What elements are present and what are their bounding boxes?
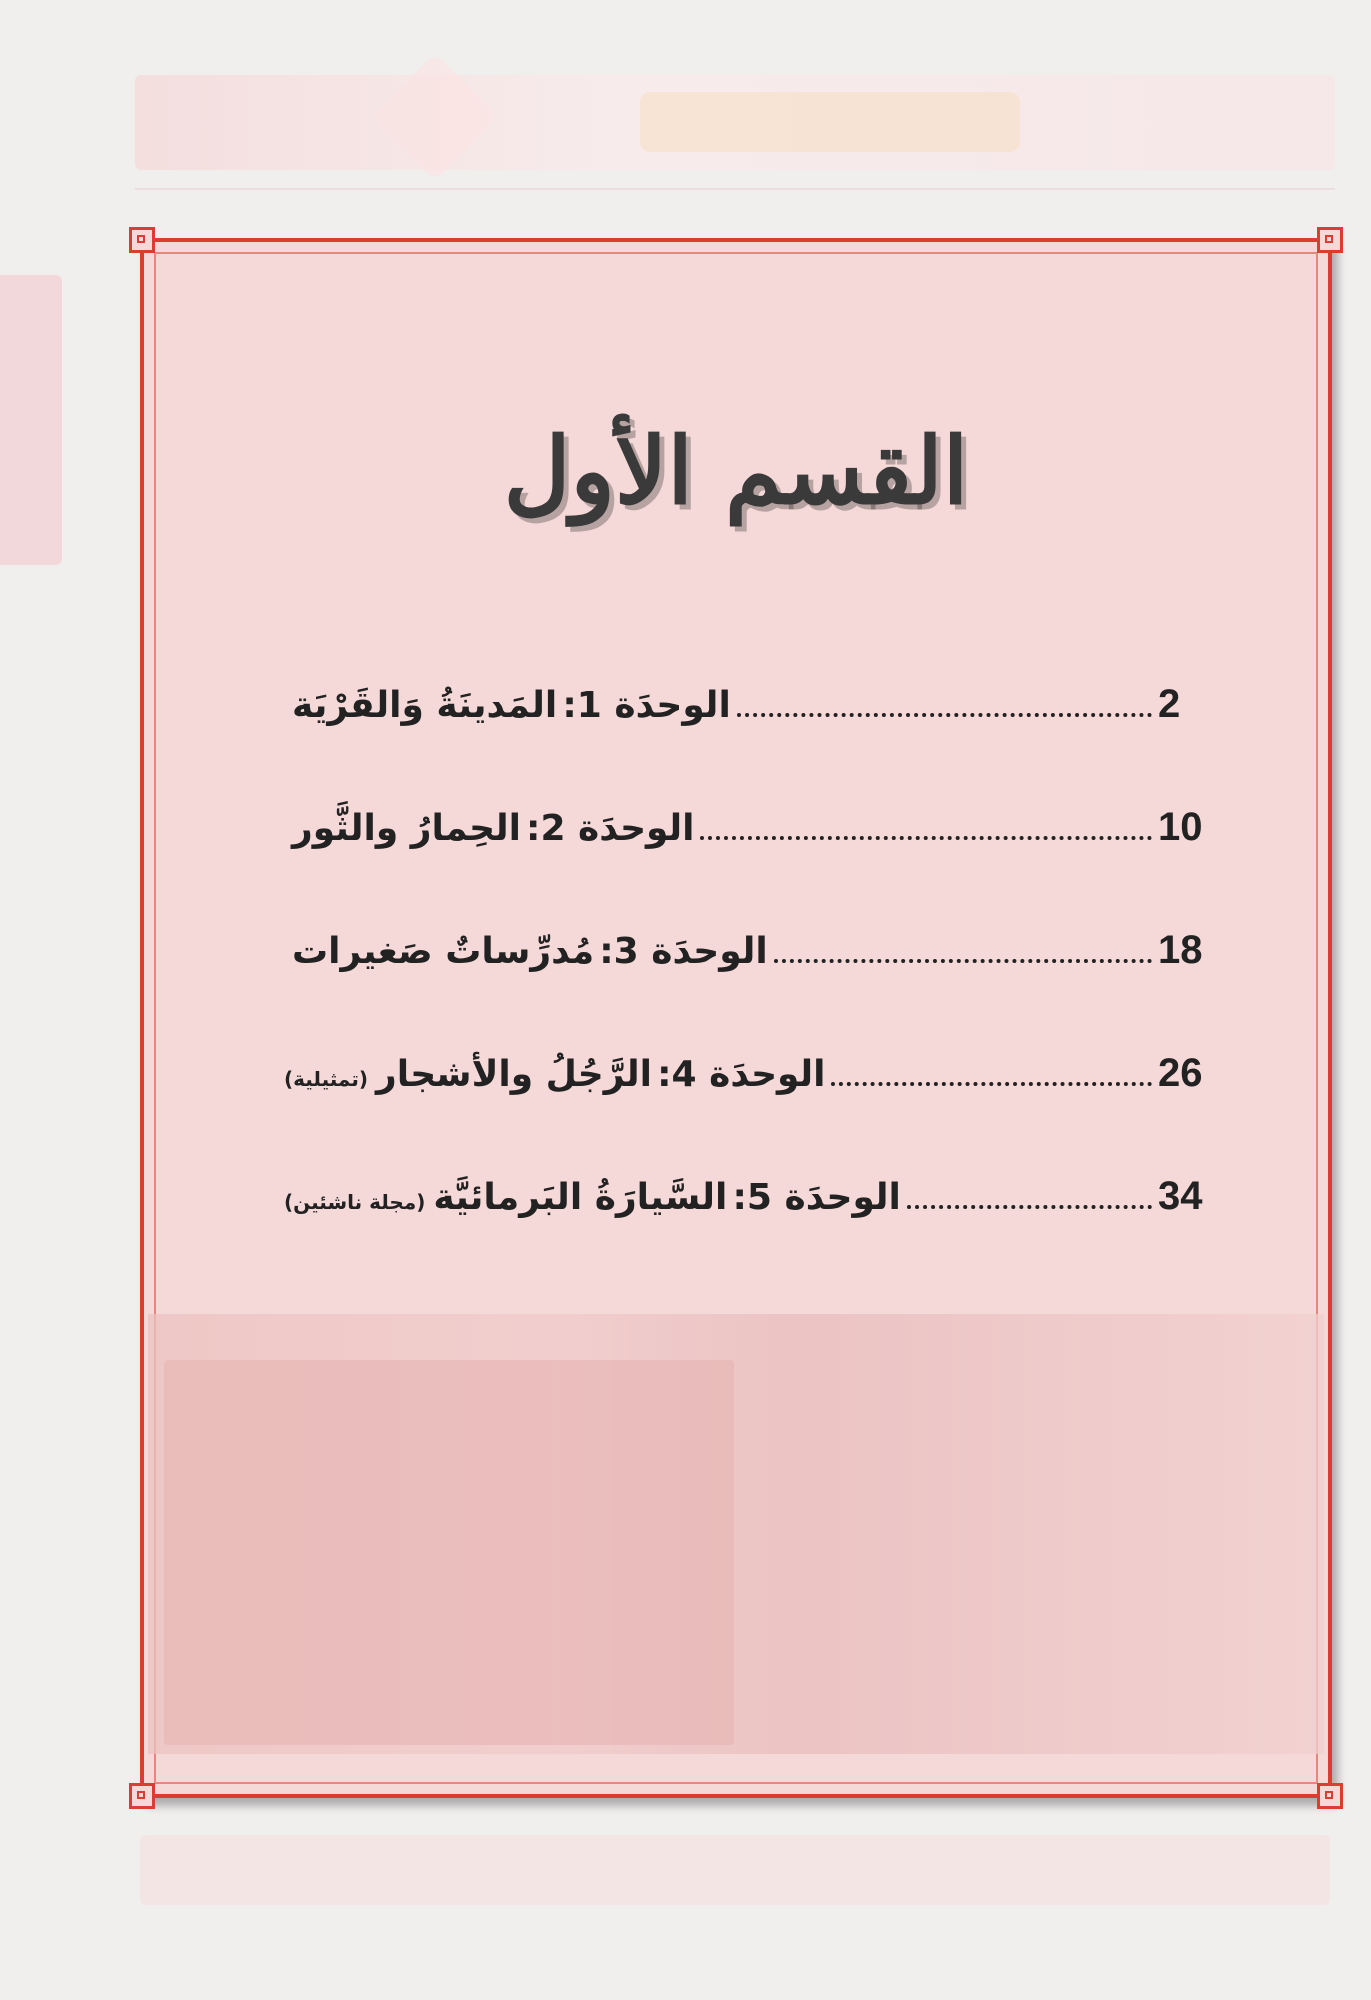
table-of-contents — [284, 682, 1204, 1297]
background-divider — [135, 188, 1335, 190]
toc-leader-dots — [831, 1082, 1152, 1086]
toc-item[interactable] — [284, 928, 1204, 988]
frame-corner-ornament — [1317, 1783, 1343, 1809]
toc-unit-title: المَدينَةُ وَالقَرْيَة — [292, 685, 558, 726]
toc-unit-note: (مجلة ناشئين) — [284, 1190, 426, 1214]
background-side-tab — [0, 275, 62, 565]
frame-corner-ornament — [129, 1783, 155, 1809]
toc-unit-note: (تمثيلية) — [284, 1067, 368, 1091]
toc-item[interactable] — [284, 682, 1204, 742]
background-footer-strip — [140, 1835, 1330, 1905]
contents-frame — [140, 238, 1332, 1798]
toc-unit-label: الوحدَة 4: — [657, 1054, 826, 1095]
toc-unit-label: الوحدَة 2: — [526, 808, 695, 849]
toc-unit-title: مُدرِّساتٌ صَغيرات — [292, 931, 595, 972]
toc-leader-dots — [700, 836, 1152, 840]
toc-unit-title: الرَّجُلُ والأشجار — [375, 1054, 652, 1095]
toc-leader-dots — [907, 1205, 1152, 1209]
toc-leader-dots — [737, 713, 1152, 717]
toc-item-heading — [284, 1177, 901, 1218]
background-header-title-shape — [640, 92, 1020, 152]
toc-page-number: 18 — [1158, 928, 1203, 972]
toc-item-heading — [284, 808, 694, 849]
toc-item[interactable] — [284, 1051, 1204, 1111]
background-photo — [164, 1360, 734, 1745]
toc-unit-label: الوحدَة 5: — [732, 1177, 901, 1218]
toc-item[interactable] — [284, 805, 1204, 865]
toc-page-number: 34 — [1158, 1174, 1203, 1218]
toc-leader-dots — [774, 959, 1152, 963]
section-title: القسم الأول — [503, 417, 969, 525]
toc-page-number: 2 — [1158, 682, 1181, 726]
frame-corner-ornament — [129, 227, 155, 253]
toc-item-heading — [284, 1054, 825, 1095]
toc-page-number: 10 — [1158, 805, 1203, 849]
toc-unit-title: الحِمارُ والثَّور — [292, 808, 521, 849]
toc-item-heading — [284, 931, 768, 972]
toc-page-number: 26 — [1158, 1051, 1203, 1095]
toc-item[interactable] — [284, 1174, 1204, 1234]
frame-corner-ornament — [1317, 227, 1343, 253]
toc-unit-title: السَّيارَةُ البَرمائيَّة — [433, 1177, 728, 1218]
toc-item-heading — [284, 685, 731, 726]
toc-unit-label: الوحدَة 1: — [562, 685, 731, 726]
toc-unit-label: الوحدَة 3: — [599, 931, 768, 972]
